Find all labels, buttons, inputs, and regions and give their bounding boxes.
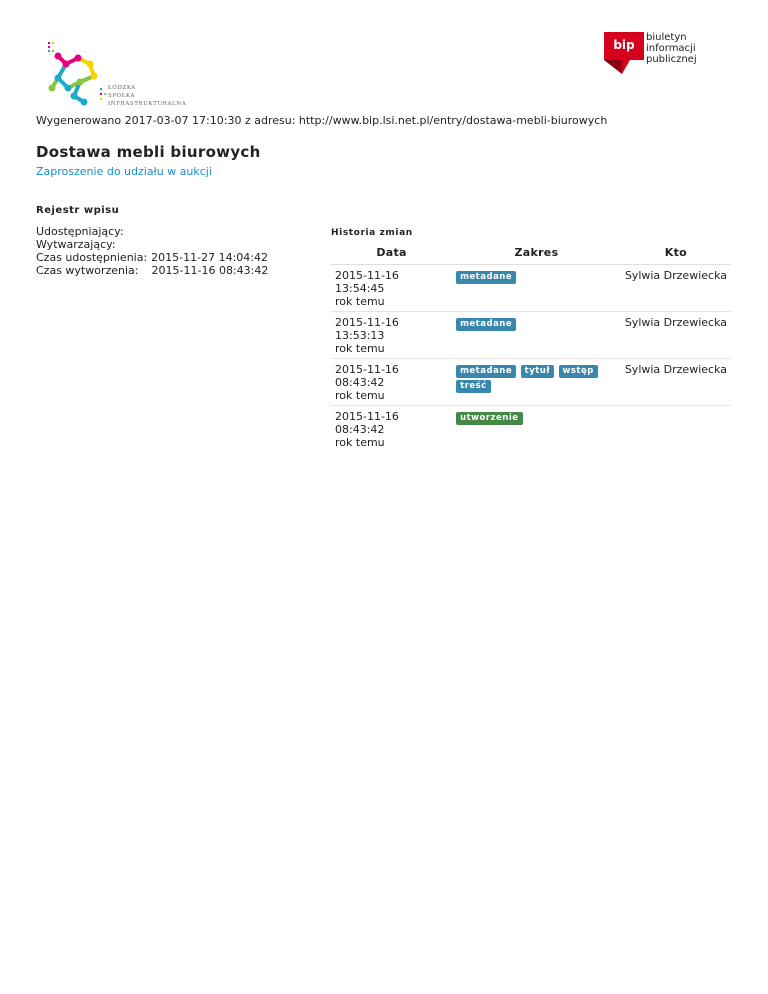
change-date: 2015-11-16 08:43:42	[335, 410, 399, 436]
col-header-who: Kto	[621, 243, 731, 265]
history-heading: Historia zmian	[331, 228, 413, 238]
page-title: Dostawa mebli biurowych	[36, 143, 261, 161]
scope-tag: wstęp	[559, 365, 598, 378]
history-header-row	[331, 243, 731, 265]
registry-value: 2015-11-27 14:04:42	[151, 251, 268, 264]
lsi-logo-line-1: ŁÓDZKA	[108, 85, 136, 91]
category-link[interactable]: Zaproszenie do udziału w aukcji	[36, 165, 212, 178]
lsi-logo-line-3: INFRASTRUKTURALNA	[108, 101, 187, 107]
bip-logo-word: bip	[613, 38, 635, 52]
cell-who: Sylwia Drzewiecka	[621, 312, 731, 359]
change-date: 2015-11-16 08:43:42	[335, 363, 399, 389]
scope-tag: metadane	[456, 365, 516, 378]
cell-date	[331, 406, 452, 453]
registry-label: Czas udostępnienia:	[36, 251, 148, 264]
cell-scope	[452, 359, 621, 406]
cell-who: Sylwia Drzewiecka	[621, 359, 731, 406]
scope-tag: treść	[456, 380, 491, 393]
generated-info: Wygenerowano 2017-03-07 17:10:30 z adresu: http://www.bip.lsi.net.pl/entry/dostawa-mebli-biurowych	[36, 114, 608, 127]
scope-tag: tytuł	[521, 365, 554, 378]
cell-who: Sylwia Drzewiecka	[621, 265, 731, 312]
lsi-logo	[44, 38, 187, 110]
registry-label: Czas wytworzenia:	[36, 264, 139, 277]
registry-row	[36, 225, 268, 238]
change-date: 2015-11-16 13:53:13	[335, 316, 399, 342]
lsi-logo-graphic	[44, 38, 114, 110]
scope-tag: metadane	[456, 318, 516, 331]
cell-scope	[452, 406, 621, 453]
registry-row	[36, 251, 268, 264]
registry-label: Wytwarzający:	[36, 238, 116, 251]
bip-logo-text	[646, 32, 738, 65]
scope-tag: utworzenie	[456, 412, 522, 425]
bip-logo-line-2: informacji publicznej	[646, 43, 697, 65]
bip-flag-icon	[604, 32, 644, 76]
bip-logo	[604, 32, 738, 76]
table-row	[331, 265, 731, 312]
registry-details	[36, 225, 268, 277]
registry-row	[36, 264, 268, 277]
change-ago: rok temu	[335, 436, 385, 449]
registry-label: Udostępniający:	[36, 225, 124, 238]
cell-date	[331, 312, 452, 359]
lsi-logo-line-2: SPÓŁKA	[108, 93, 136, 99]
table-row	[331, 359, 731, 406]
change-date: 2015-11-16 13:54:45	[335, 269, 399, 295]
change-ago: rok temu	[335, 295, 385, 308]
registry-row	[36, 238, 268, 251]
cell-date	[331, 359, 452, 406]
bip-logo-line-1: biuletyn	[646, 32, 687, 43]
cell-who	[621, 406, 731, 453]
table-row	[331, 406, 731, 453]
col-header-scope: Zakres	[452, 243, 621, 265]
registry-heading: Rejestr wpisu	[36, 205, 120, 216]
history-table	[331, 243, 731, 452]
cell-scope	[452, 265, 621, 312]
table-row	[331, 312, 731, 359]
cell-scope	[452, 312, 621, 359]
registry-value: 2015-11-16 08:43:42	[151, 264, 269, 277]
change-ago: rok temu	[335, 389, 385, 402]
col-header-date: Data	[331, 243, 452, 265]
lsi-logo-text	[108, 84, 186, 108]
scope-tag: metadane	[456, 271, 516, 284]
change-ago: rok temu	[335, 342, 385, 355]
cell-date	[331, 265, 452, 312]
